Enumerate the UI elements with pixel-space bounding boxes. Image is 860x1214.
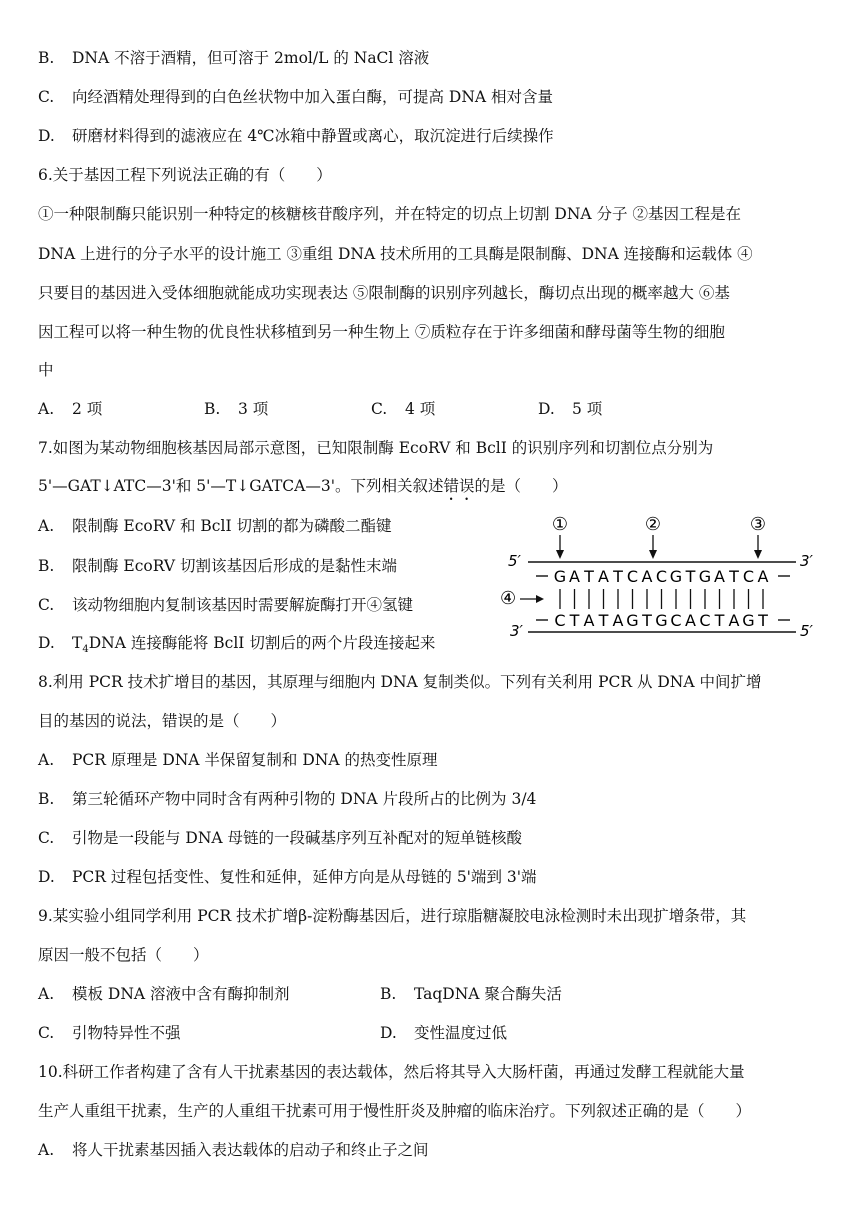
top-base: T	[613, 567, 623, 586]
bottom-base: G	[655, 611, 668, 630]
q6-body-line: ①一种限制酶只能识别一种特定的核糖核苷酸序列，并在特定的切点上切割 DNA 分子 ②基因工程是在	[38, 205, 741, 223]
q8-option-c: C. 引物是一段能与 DNA 母链的一段碱基序列互补配对的短单链核酸	[38, 829, 523, 847]
q9-option-c: C. 引物特异性不强	[38, 1024, 181, 1042]
top-base: C	[626, 567, 639, 586]
cut-arrow-2	[649, 535, 657, 559]
q9-option-d: D. 变性温度过低	[380, 1024, 508, 1042]
q10-option-a: A. 将人干扰素基因插入表达载体的启动子和终止子之间	[38, 1141, 429, 1159]
marker-2: ②	[644, 514, 662, 535]
top-base: T	[729, 567, 739, 586]
bottom-5-label: 5′	[800, 622, 813, 640]
top-base: C	[655, 567, 668, 586]
bottom-strand	[554, 611, 768, 630]
top-base: G	[553, 567, 567, 586]
q5-option-c: C. 向经酒精处理得到的白色丝状物中加入蛋白酶，可提高 DNA 相对含量	[38, 88, 554, 106]
q9-option-a: A. 模板 DNA 溶液中含有酶抑制剂	[38, 985, 290, 1003]
hydrogen-bonds	[560, 589, 763, 609]
marker-4: ④	[500, 588, 517, 609]
q6-option-d: D. 5 项	[538, 400, 603, 418]
bottom-base: A	[583, 611, 595, 630]
cut-arrow-1	[556, 535, 564, 559]
q6-option-c: C. 4 项	[371, 400, 436, 418]
top-base: A	[757, 567, 769, 586]
bottom-base: C	[699, 611, 711, 630]
bottom-base: C	[670, 611, 682, 630]
q7-option-a: A. 限制酶 EcoRV 和 BclI 切割的都为磷酸二酯键	[38, 517, 392, 535]
emphasis-text: 错误	[443, 477, 475, 495]
bottom-3-label: 3′	[510, 622, 523, 640]
q6-option-a: A. 2 项	[38, 400, 103, 418]
top-base: A	[714, 567, 725, 586]
q9-stem: 9.某实验小组同学利用 PCR 技术扩增β-淀粉酶基因后，进行琼脂糖凝胶电泳检测时未出现扩增条带，其	[38, 907, 747, 925]
q9-option-b: B. TaqDNA 聚合酶失活	[380, 985, 562, 1003]
cut-arrow-3	[754, 535, 762, 559]
q7-option-b: B. 限制酶 EcoRV 切割该基因后形成的是黏性末端	[38, 557, 397, 575]
q5-option-d: D. 研磨材料得到的滤液应在 4℃冰箱中静置或离心，取沉淀进行后续操作	[38, 127, 554, 145]
q7-stem: 7.如图为某动物细胞核基因局部示意图，已知限制酶 EcoRV 和 BclI 的识别序列和切割位点分别为	[38, 439, 714, 457]
q7-stem-line2: 5'—GAT↓ATC—3'和 5'—T↓GATCA—3'。下列相关叙述错误的是（ ）	[38, 477, 568, 495]
bottom-base: C	[554, 611, 566, 630]
bottom-base: T	[758, 611, 768, 630]
q6-body-line: 中	[38, 361, 54, 379]
bottom-base: G	[626, 611, 639, 630]
bottom-base: T	[642, 611, 652, 630]
q7-option-d: D. $T_4DNA$ 连接酶能将 BclI 切割后的两个片段连接起来	[38, 634, 436, 656]
bottom-base: G	[742, 611, 755, 630]
top-base: A	[641, 567, 653, 586]
top-base: G	[698, 567, 712, 586]
bottom-base: A	[685, 611, 696, 630]
top-base: C	[742, 567, 755, 586]
top-base: A	[598, 567, 609, 586]
q7-option-c: C. 该动物细胞内复制该基因时需要解旋酶打开④氢键	[38, 596, 414, 614]
dna-diagram	[498, 510, 828, 640]
top-base: G	[669, 567, 683, 586]
top-base: A	[569, 567, 580, 586]
top-3-label: 3′	[800, 552, 813, 570]
marker-3: ③	[749, 514, 767, 535]
bottom-base: T	[714, 611, 725, 630]
q8-option-b: B. 第三轮循环产物中同时含有两种引物的 DNA 片段所占的比例为 3/4	[38, 790, 537, 808]
q6-body-line: DNA 上进行的分子水平的设计施工 ③重组 DNA 技术所用的工具酶是限制酶、DNA 连接酶和运载体 ④	[38, 245, 753, 263]
q5-option-b: B. DNA 不溶于酒精，但可溶于 2mol/L 的 NaCl 溶液	[38, 49, 430, 67]
q10-stem-line2: 生产人重组干扰素，生产的人重组干扰素可用于慢性肝炎及肿瘤的临床治疗。下列叙述正确的是（ ）	[38, 1102, 752, 1120]
q6-option-b: B. 3 项	[204, 400, 269, 418]
bottom-base: T	[569, 611, 580, 630]
top-5-label: 5′	[508, 552, 521, 570]
top-base: T	[584, 567, 594, 586]
q9-stem-line2: 原因一般不包括（ ）	[38, 946, 209, 964]
top-strand	[554, 567, 769, 586]
bond-arrow-4	[520, 595, 544, 603]
bottom-base: A	[612, 611, 624, 630]
q8-option-a: A. PCR 原理是 DNA 半保留复制和 DNA 的热变性原理	[38, 751, 438, 769]
q8-stem-line2: 目的基因的说法，错误的是（ ）	[38, 712, 287, 730]
q6-body-line: 只要目的基因进入受体细胞就能成功实现表达 ⑤限制酶的识别序列越长，酶切点出现的概率越大 ⑥基	[38, 284, 730, 302]
q6-body-line: 因工程可以将一种生物的优良性状移植到另一种生物上 ⑦质粒存在于许多细菌和酵母菌等生物的细胞	[38, 323, 725, 341]
q8-stem: 8.利用 PCR 技术扩增目的基因，其原理与细胞内 DNA 复制类似。下列有关利用 PCR 从 DNA 中间扩增	[38, 673, 762, 691]
q10-stem: 10.科研工作者构建了含有人干扰素基因的表达载体，然后将其导入大肠杆菌，再通过发酵工程就能大量	[38, 1063, 745, 1081]
marker-1: ①	[551, 514, 569, 535]
q6-stem: 6.关于基因工程下列说法正确的有（ ）	[38, 166, 332, 184]
bottom-base: T	[598, 611, 609, 630]
top-base: T	[685, 567, 696, 586]
bottom-base: A	[728, 611, 740, 630]
q8-option-d: D. PCR 过程包括变性、复性和延伸，延伸方向是从母链的 5'端到 3'端	[38, 868, 537, 886]
